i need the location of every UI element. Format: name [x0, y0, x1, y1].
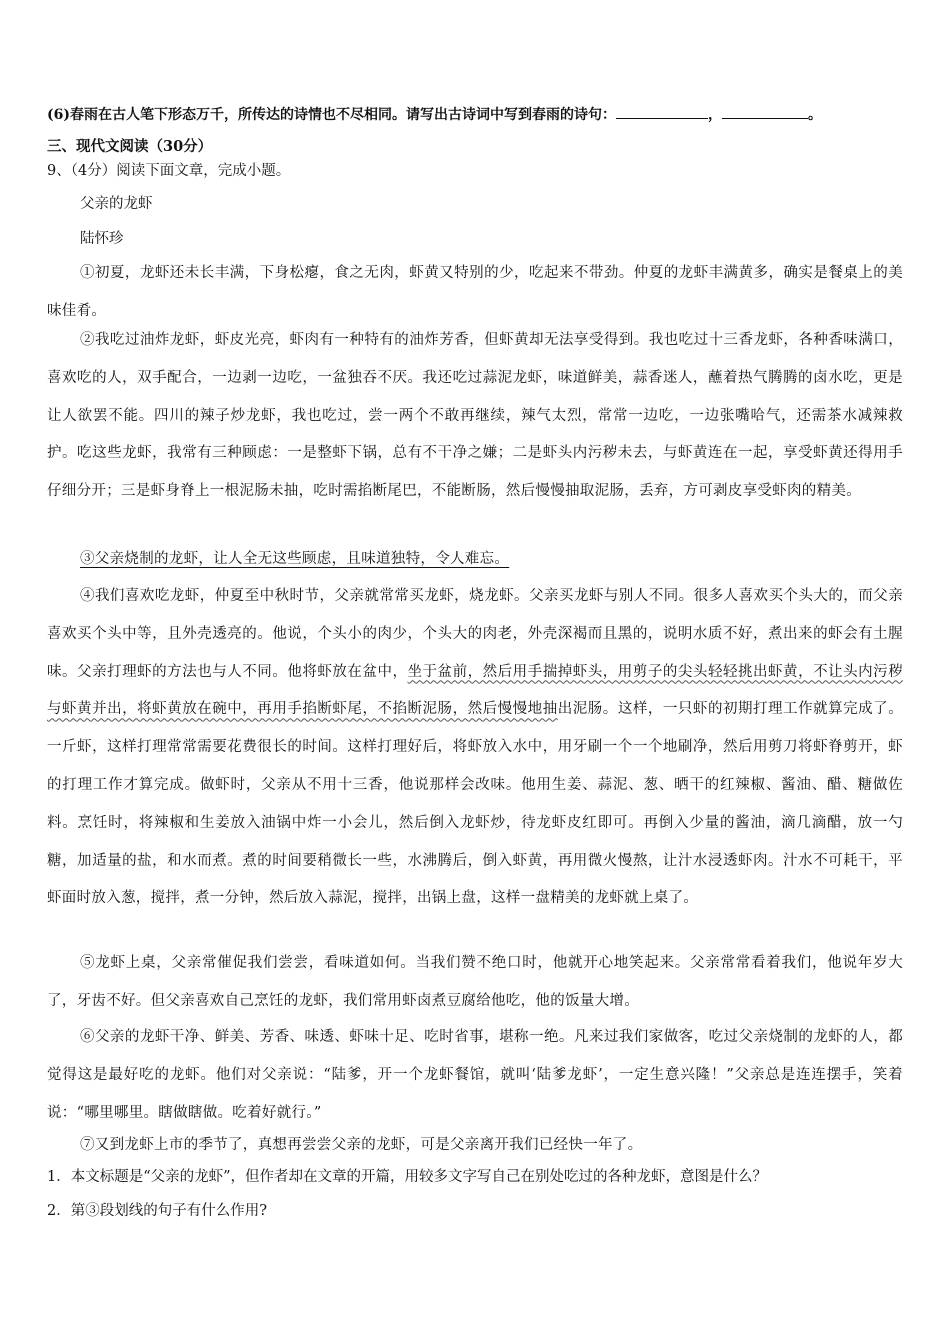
paragraph-3	[47, 541, 903, 579]
question-6-end: 。	[808, 107, 822, 123]
answer-blank-1[interactable]	[616, 104, 708, 119]
article-author: 陆怀珍	[80, 231, 124, 247]
underlined-sentence: ③父亲烧制的龙虾，让人全无这些顾虑，且味道独特，令人难忘。	[80, 551, 510, 567]
wavy-underlined-passage: 坐于盆前，然后用手揣掉虾头，用剪子的尖头轻轻挑出虾黄，不让头内污秽与虾黄并出，将虾黄放在碗中，再用手掐断虾尾，不掐断泥肠，然后慢慢地抽	[47, 663, 903, 718]
paragraph-4-part-a: ④我们喜欢吃龙虾，仲夏至中秋时节，父亲就常常买龙虾，烧龙虾。父亲买龙虾与别人不同。很多人喜欢买个头大的，而父亲喜欢买个头中等，且外壳透亮的。他说，个头小的肉少，个头大的肉老，外壳深褐而且黑的，说明水质不好，煮出来的虾会有土腥味。父亲打理虾的方法也与人不同。他将虾放在盆中，	[47, 588, 903, 680]
article-title: 父亲的龙虾	[80, 196, 153, 212]
paragraph-4-part-b: 出泥肠。这样，一只虾的初期打理工作就算完成了。一斤虾，这样打理常常需要花费很长的时间。这样打理好后，将虾放入水中，用牙刷一个一个地刷净，然后用剪刀将虾脊剪开，虾的打理工作才算完成。做虾时，父亲从不用十三香，他说那样会改味。他用生姜、蒜泥、葱、晒干的红辣椒、酱油、醋、糖做佐料。烹饪时，将辣椒和生姜放入油锅中炸一小会儿，然后倒入龙虾炒，待龙虾皮红即可。再倒入少量的酱油，滴几滴醋，放一勺糖，加适量的盐，和水而煮。煮的时间要稍微长一些，水沸腾后，倒入虾黄，再用微火慢熬，让汁水浸透虾肉。汁水不可耗干，平虾面时放入葱，搅拌，煮一分钟，然后放入蒜泥，搅拌，出锅上盘，这样一盘精美的龙虾就上桌了。	[47, 701, 904, 907]
sub-question-1: 1．本文标题是“父亲的龙虾”，但作者却在文章的开篇，用较多文字写自己在别处吃过的各种龙虾，意图是什么？	[47, 1169, 768, 1185]
paragraph-1: ①初夏，龙虾还未长丰满，下身松瘪，食之无肉，虾黄又特别的少，吃起来不带劲。仲夏的龙虾丰满黄多，确实是餐桌上的美味佳肴。	[47, 265, 903, 319]
section-heading: 三、现代文阅读（30分）	[47, 138, 213, 155]
answer-blank-2[interactable]	[722, 104, 808, 119]
question-9-prompt: 9、（4分）阅读下面文章，完成小题。	[47, 163, 291, 179]
question-6	[47, 104, 907, 125]
paragraph-5: ⑤龙虾上桌，父亲常催促我们尝尝，看味道如何。当我们赞不绝口时，他就开心地笑起来。父亲常常看着我们，他说年岁大了，牙齿不好。但父亲喜欢自己烹饪的龙虾，我们常用虾卤煮豆腐给他吃，他的饭量大增。	[47, 955, 903, 1009]
paragraph-7: ⑦又到龙虾上市的季节了，真想再尝尝父亲的龙虾，可是父亲离开我们已经快一年了。	[80, 1137, 643, 1153]
question-6-text: (6)春雨在古人笔下形态万千，所传达的诗情也不尽相同。请写出古诗词中写到春雨的诗句：	[47, 107, 616, 123]
paragraph-6: ⑥父亲的龙虾干净、鲜美、芳香、味透、虾味十足、吃时省事，堪称一绝。凡来过我们家做客，吃过父亲烧制的龙虾的人，都觉得这是最好吃的龙虾。他们对父亲说：“陆爹，开一个龙虾餐馆，就叫‘陆爹龙虾’，一定生意兴隆！”父亲总是连连摆手，笑着说：“哪里哪里。瞎做瞎做。吃着好就行。”	[47, 1029, 903, 1121]
question-6-separator: ，	[708, 107, 722, 123]
paragraph-4	[47, 578, 903, 918]
sub-question-2: 2．第③段划线的句子有什么作用?	[47, 1203, 267, 1219]
paragraph-2: ②我吃过油炸龙虾，虾皮光亮，虾肉有一种特有的油炸芳香，但虾黄却无法享受得到。我也吃过十三香龙虾，各种香味满口，喜欢吃的人，双手配合，一边剥一边吃，一盆独吞不厌。我还吃过蒜泥龙虾，味道鲜美，蒜香迷人，蘸着热气腾腾的卤水吃，更是让人欲罢不能。四川的辣子炒龙虾，我也吃过，尝一两个不敢再继续，辣气太烈，常常一边吃，一边张嘴哈气，还需茶水减辣救护。吃这些龙虾，我常有三种顾虑：一是整虾下锅，总有不干净之嫌；二是虾头内污秽未去，与虾黄连在一起，享受虾黄还得用手仔细分开；三是虾身脊上一根泥肠未抽，吃时需掐断尾巴，不能断肠，然后慢慢抽取泥肠，丢弃，方可剥皮享受虾肉的精美。	[47, 332, 903, 500]
